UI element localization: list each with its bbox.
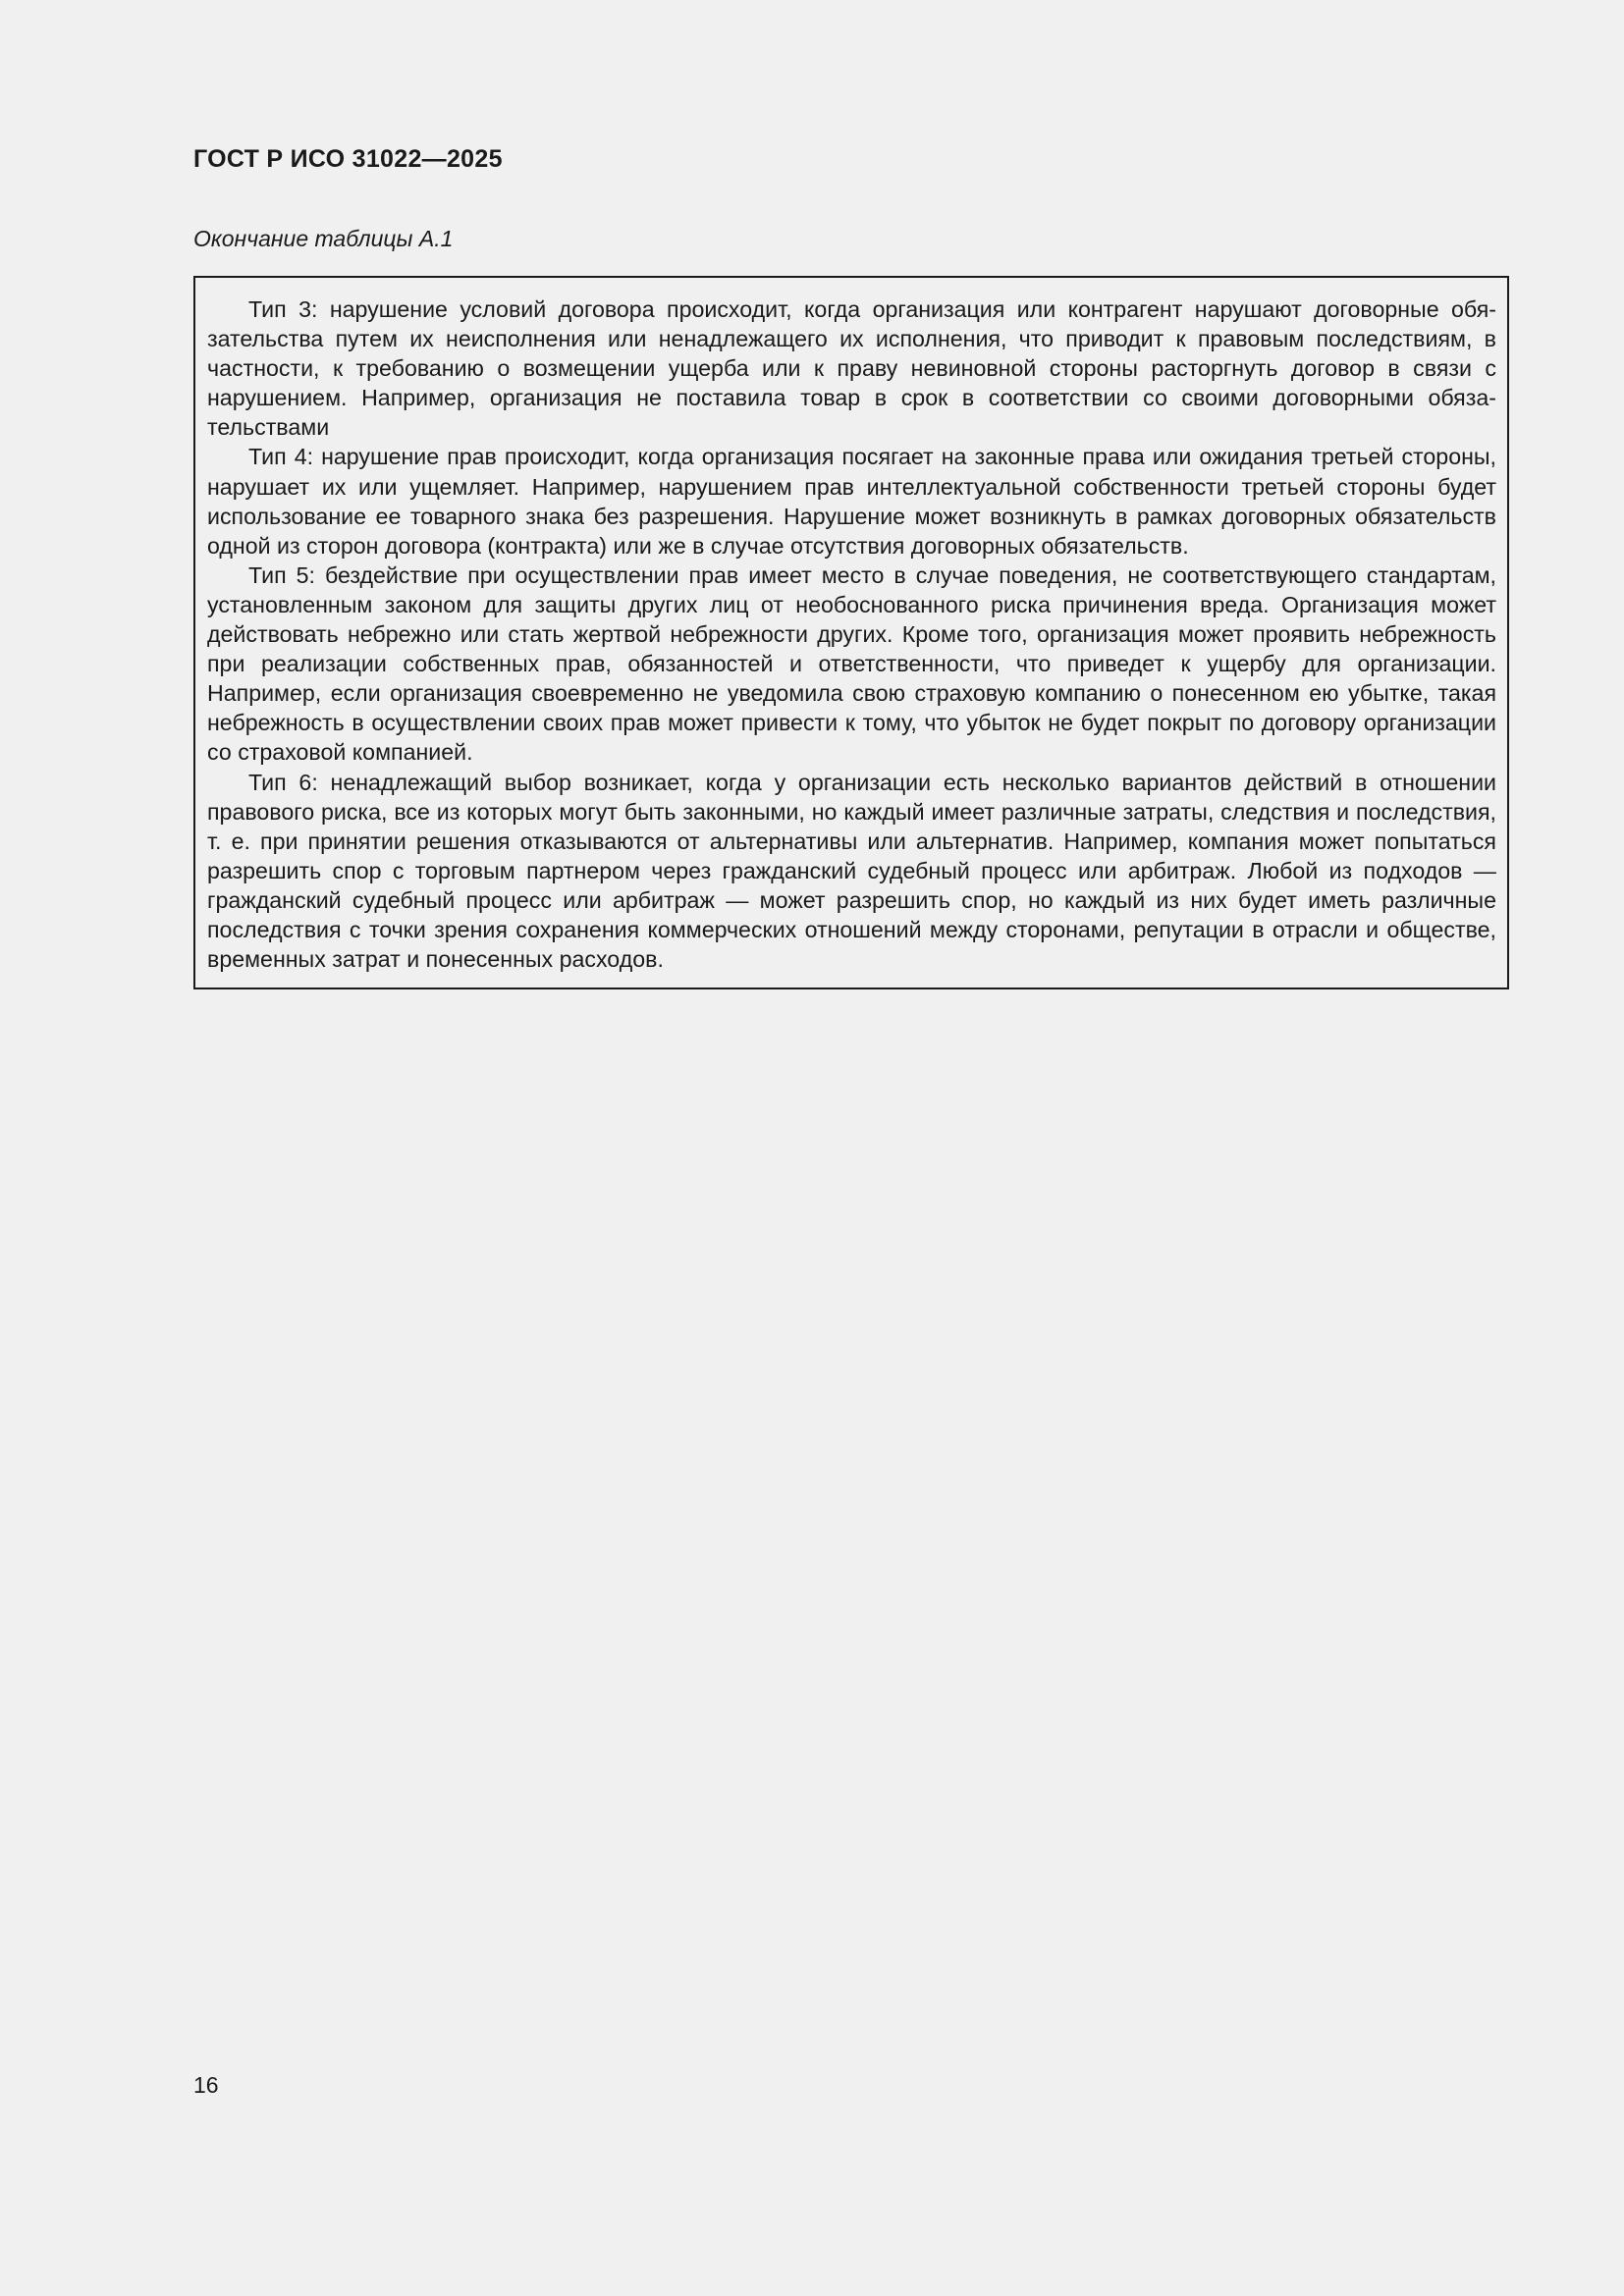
document-header: ГОСТ Р ИСО 31022—2025 — [193, 145, 503, 173]
table-paragraph-type-4: Тип 4: нарушение прав происходит, когда организация посягает на законные права или ожидания третьей стороны, нарушает их или ущемляет. Например, нарушением прав интеллектуальной собственности третьей стороны будет использование ее товарного знака без разрешения. Нарушение может возникнуть в рамках договорных обязательств одной из сторон договора (контракта) или же в случае отсутствия договорных обязательств. — [207, 444, 1496, 559]
table-paragraph-type-3: Тип 3: нарушение условий договора происходит, когда организация или контрагент нарушают договорные обязательства путем их неисполнения или ненадлежащего их исполнения, что приводит к правовым последствиям, в частности, к требованию о возмещении ущерба или к праву невиновной стороны расторгнуть договор в связи с нарушением. Например, организация не поставила товар в срок в соответствии со своими договорными обязательствами — [207, 296, 1496, 441]
table-caption: Окончание таблицы А.1 — [193, 226, 454, 251]
table-paragraph-type-6: Тип 6: ненадлежащий выбор возникает, когда у организации есть несколько вариантов действий в отношении правового риска, все из которых могут быть законными, но каждый имеет различные затраты, следствия и последствия, т. е. при принятии решения отказываются от альтернативы или альтернатив. Например, компания может попытаться разрешить спор с торговым партнером через гражданский судебный процесс или арбитраж. Любой из подходов — гражданский судебный процесс или арбитраж — может разрешить спор, но каждый из них будет иметь различные последствия с точки зрения сохранения коммерческих отношений между сторонами, репутации в отрасли и обществе, временных затрат и понесенных расходов. — [207, 769, 1496, 973]
page-number: 16 — [193, 2072, 219, 2098]
table-paragraph-type-5: Тип 5: бездействие при осуществлении прав имеет место в случае поведения, не соответствующего стандартам, установленным законом для защиты других лиц от необоснованного риска причинения вреда. Организация может действовать небрежно или стать жертвой небрежности других. Кроме того, организация может проявить небрежность при реализации собственных прав, обязанностей и ответственности, что приведет к ущербу для организации. Например, если организация своевременно не уведомила свою страховую компанию о понесенном ею убытке, такая небрежность в осуществлении своих прав может привести к тому, что убыток не будет покрыт по договору организации со страховой компанией. — [207, 561, 1496, 766]
table-cell — [193, 276, 1509, 989]
